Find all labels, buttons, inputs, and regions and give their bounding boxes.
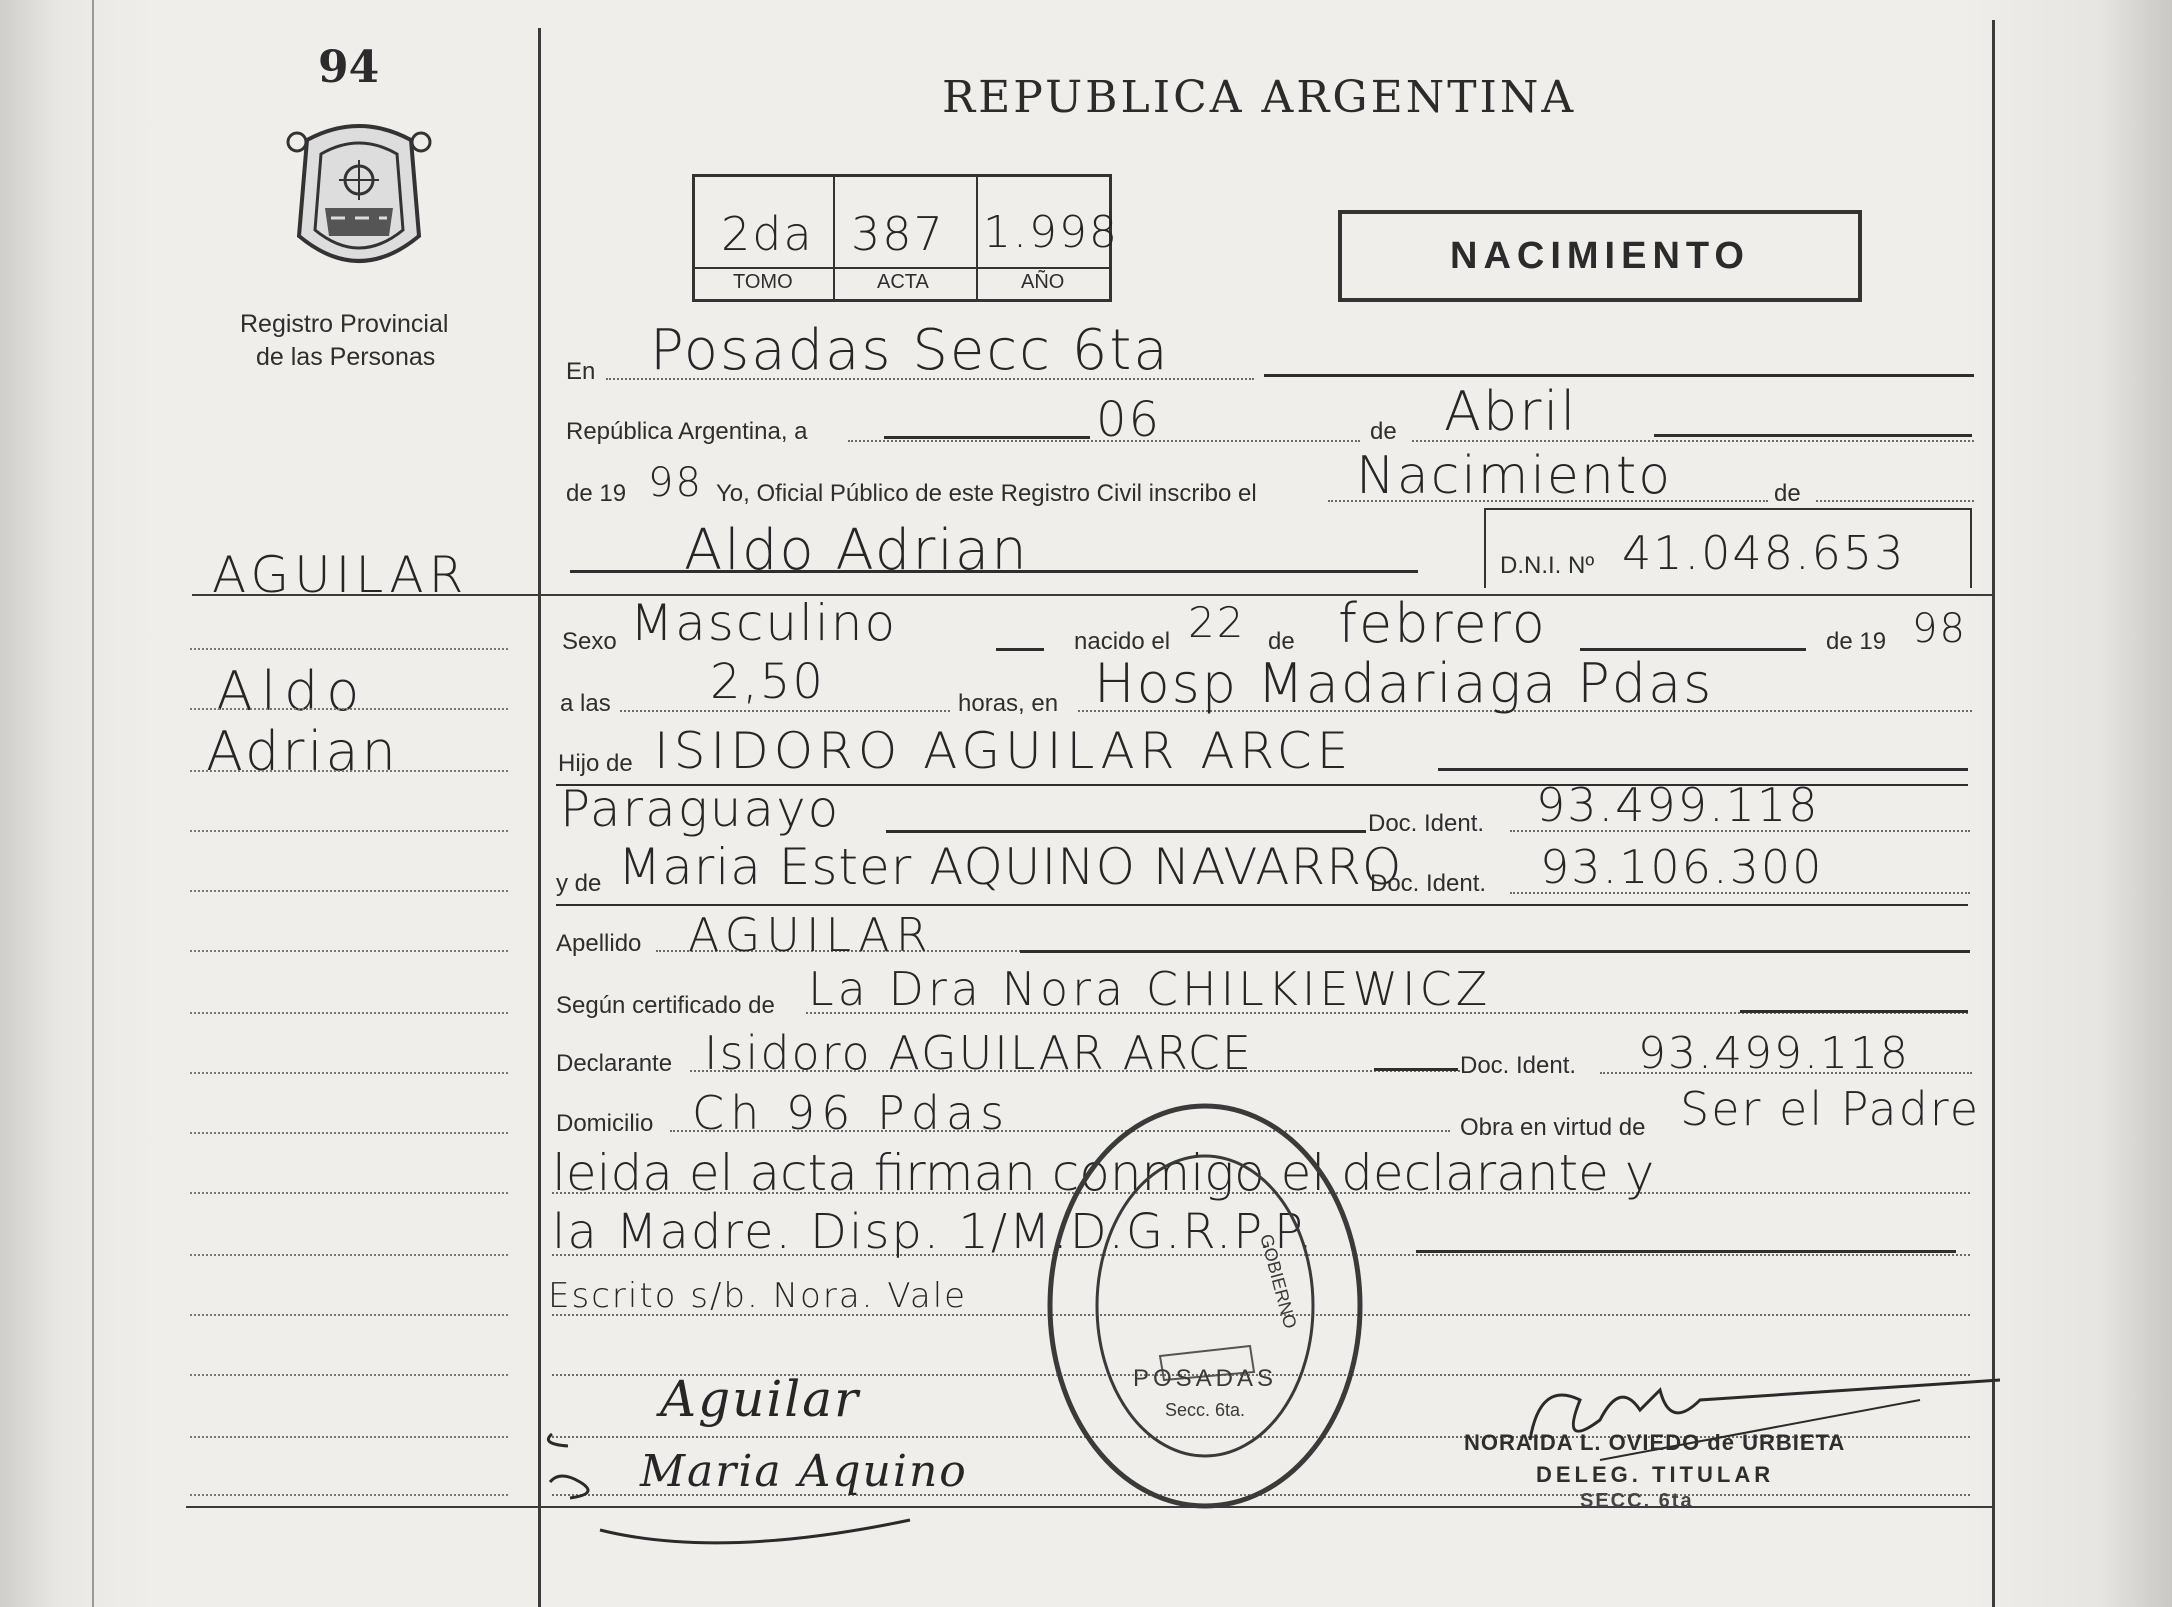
registry-name-line2: de las Personas [256,343,436,371]
field-apellido: AGUILAR [688,908,934,962]
label-domicilio: Domicilio [556,1110,654,1137]
anio-label: AÑO [1021,271,1065,293]
official-section: SECC. 6ta [1580,1490,1694,1512]
tomo-value: 2da [721,207,814,261]
label-doc-madre: Doc. Ident. [1370,870,1487,897]
label-a-las: a las [560,690,611,717]
official-title: DELEG. TITULAR [1536,1462,1775,1487]
registry-name-line1: Registro Provincial [240,310,449,338]
label-hijo-de: Hijo de [558,750,633,777]
label-de-mes: de [1370,418,1397,445]
note-line-1: leida el acta firman conmigo el declarante y [552,1144,1655,1202]
field-mes-nac: febrero [1338,592,1547,655]
label-doc-declarante: Doc. Ident. [1460,1052,1577,1079]
margin-first-name: Aldo [216,660,368,723]
field-doc-declarante: 93.499.118 [1638,1028,1910,1079]
field-doc-madre: 93.106.300 [1540,840,1824,894]
provincial-seal-icon [285,118,433,280]
label-sexo: Sexo [562,628,617,655]
registry-stamp [1040,1096,1370,1516]
field-anio-nac: 98 [1912,606,1967,652]
dni-box [1484,508,1972,588]
field-hora: 2,50 [710,654,825,710]
label-de-acto: de [1774,480,1801,507]
field-mes: Abril [1444,380,1578,443]
field-lugar-nac: Hosp Madariaga Pdas [1094,652,1714,715]
margin-divider [538,28,541,1607]
field-obra: Ser el Padre [1680,1082,1980,1136]
field-dia-nac: 22 [1188,598,1246,647]
official-name: NORAIDA L. OVIEDO de URBIETA [1464,1430,1846,1455]
field-certificado: La Dra Nora CHILKIEWICZ [808,962,1492,1016]
signature-declarante: Aguilar [660,1370,861,1428]
stamp-section: Secc. 6ta. [1164,1400,1246,1420]
record-type-box [1338,210,1862,302]
field-declarante: Isidoro AGUILAR ARCE [704,1026,1253,1080]
page-left-edge [92,0,94,1607]
label-apellido: Apellido [556,930,642,957]
field-padre: ISIDORO AGUILAR ARCE [654,722,1354,780]
label-segun: Según certificado de [556,992,775,1019]
label-de-nac: de [1268,628,1295,655]
label-de-19-nac: de 19 [1826,628,1887,655]
field-doc-padre: 93.499.118 [1536,778,1820,832]
field-madre: Maria Ester AQUINO NAVARRO [618,838,1403,896]
margin-surname: AGUILAR [212,546,469,604]
acta-value: 387 [851,207,945,261]
field-lugar: Posadas Secc 6ta [650,318,1170,383]
label-dni: D.N.I. Nº [1500,552,1595,579]
label-declarante: Declarante [556,1050,673,1077]
label-horas-en: horas, en [958,690,1059,717]
field-nombre: Aldo Adrian [684,518,1029,583]
anio-value: 1.998 [983,207,1119,258]
note-line-3: Escrito s/b. Nora. Vale [548,1276,968,1316]
note-line-2: la Madre. Disp. 1/M.D.G.R.P.P. [552,1204,1315,1260]
label-obra: Obra en virtud de [1460,1114,1646,1141]
label-y-de: y de [556,870,602,897]
record-type-label: NACIMIENTO [1450,234,1750,277]
label-de-19: de 19 [566,480,627,507]
field-nacionalidad-padre: Paraguayo [560,780,841,838]
label-en: En [566,358,596,385]
field-dni: 41.048.653 [1622,526,1906,580]
stamp-city: POSADAS [1132,1365,1278,1392]
country-title: REPUBLICA ARGENTINA [942,72,1577,123]
field-anio-inscripcion: 98 [648,460,703,506]
field-acto: Nacimiento [1356,446,1673,506]
label-yo-oficial: Yo, Oficial Público de este Registro Civil inscribo el [716,480,1257,507]
margin-middle-name: Adrian [206,720,399,783]
field-sexo: Masculino [630,594,898,652]
field-dia: 06 [1096,392,1162,448]
tomo-label: TOMO [733,271,793,293]
label-nacido-el: nacido el [1074,628,1171,655]
stamp-inner: GOBIERNO [1256,1231,1301,1331]
label-doc-padre: Doc. Ident. [1368,810,1485,837]
signature-madre: Maria Aquino [640,1446,968,1497]
record-number-box [692,174,1119,302]
signature-flourish [540,1410,920,1560]
page-number: 94 [318,42,380,93]
acta-label: ACTA [877,271,929,293]
field-domicilio: Ch 96 Pdas [692,1086,1011,1140]
label-republica: República Argentina, a [566,418,808,445]
